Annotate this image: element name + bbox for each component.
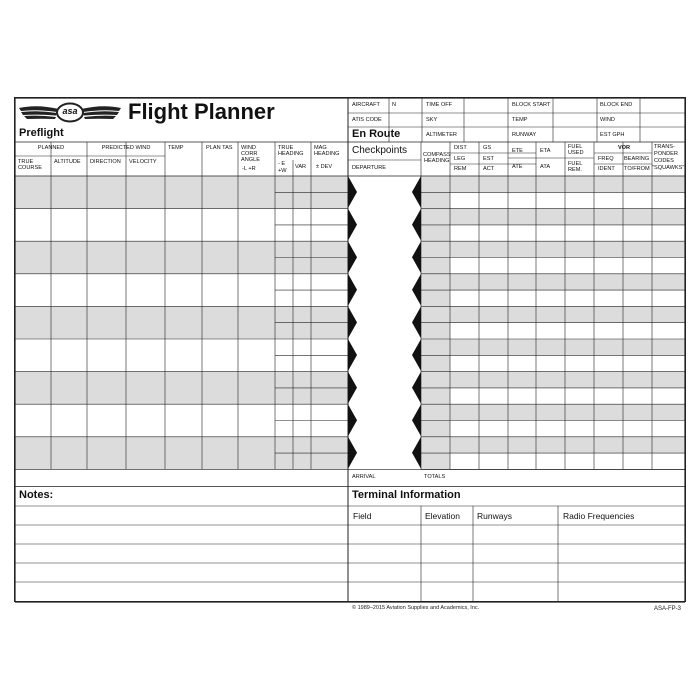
enroute-shaded-row [450,176,685,192]
terminal-info-heading: Terminal Information [352,489,461,501]
block-end-label: BLOCK END [600,102,633,108]
fuel-used-header-1: FUEL [568,144,583,150]
ete-header: ETE [512,148,523,154]
runways-header: Runways [477,511,512,521]
enroute-shaded-row [450,404,685,420]
page-title: Flight Planner [128,99,275,124]
direction-header: DIRECTION [90,159,121,165]
gs-est-header: EST [483,156,494,162]
arrival-label: ARRIVAL [352,474,376,480]
enroute-shaded-row [450,339,685,355]
enroute-shaded-row [450,241,685,257]
est-gph-label: EST GPH [600,132,625,138]
mag-heading-header-1: MAG [314,145,327,151]
dev-header: ± DEV [316,164,333,170]
compass-heading-header-2: HEADING [424,158,450,164]
wind-corr-header-3: ANGLE [241,157,260,163]
checkpoint-arrow-right [412,306,421,338]
n-number-label: N [392,102,397,108]
plan-tas-header: PLAN TAS [206,145,233,151]
runway-label: RUNWAY [512,132,537,138]
true-heading-header-2: HEADING [278,151,304,157]
predicted-wind-header: PREDICTED WIND [101,145,151,151]
elevation-header: Elevation [425,511,460,521]
enroute-heading: En Route [352,128,401,140]
checkpoint-arrow-left [348,274,357,306]
gs-act-header: ACT [483,166,495,172]
enroute-shaded-row [450,437,685,453]
temp-header: TEMP [168,145,184,151]
radio-frequencies-header: Radio Frequencies [563,511,635,521]
notes-heading: Notes: [19,489,54,501]
totals-label: TOTALS [424,474,446,480]
transponder-header-3: CODES [654,158,674,164]
dist-header: DIST [454,145,467,151]
enroute-shaded-row [450,372,685,388]
fuel-used-header-2: USED [568,150,584,156]
mag-heading-header-2: HEADING [314,151,340,157]
eta-header: ETA [540,148,551,154]
checkpoint-arrow-right [412,404,421,436]
checkpoint-arrow-left [348,306,357,338]
fuel-rem-header-2: REM. [568,167,582,173]
fuel-rem-header-1: FUEL [568,161,583,167]
compass-heading-header-1: COMPASS [423,152,451,158]
var-sign-header-2: +W [278,168,287,174]
checkpoint-arrow-left [348,209,357,241]
transponder-header-4: "SQUAWKS" [652,165,685,171]
freq-header: FREQ [598,156,614,162]
time-off-label: TIME OFF [426,102,453,108]
atis-code-label: ATIS CODE [352,117,382,123]
altitude-header: ALTITUDE [54,159,81,165]
temp-label: TEMP [512,117,528,123]
checkpoint-arrow-right [412,176,421,208]
var-header: VAR [295,164,307,170]
aircraft-label: AIRCRAFT [352,102,380,108]
copyright-notice: © 1989–2015 Aviation Supplies and Academics, Inc. [352,605,480,611]
checkpoint-arrow-left [348,176,357,208]
checkpoint-arrow-left [348,404,357,436]
transponder-header-2: PONDER [654,151,678,157]
to-from-header: TO/FROM [624,166,650,172]
wind-corr-header-2: CORR [241,151,258,157]
checkpoint-arrow-left [348,241,357,273]
logo-text: asa [62,106,78,116]
block-start-label: BLOCK START [512,102,551,108]
true-course-header-2: COURSE [18,165,42,171]
velocity-header: VELOCITY [129,159,157,165]
wind-label: WIND [600,117,615,123]
leg-header: LEG [454,156,466,162]
ident-header: IDENT [598,166,615,172]
ata-header: ATA [540,164,551,170]
true-heading-header-1: TRUE [278,145,294,151]
checkpoint-arrow-right [412,209,421,241]
transponder-header-1: TRANS- [654,144,675,150]
checkpoint-arrow-right [412,339,421,371]
ate-header: ATE [512,164,523,170]
checkpoint-arrow-right [412,372,421,404]
sky-label: SKY [426,117,438,123]
rem-header: REM [454,166,467,172]
enroute-shaded-row [450,274,685,290]
planned-header: PLANNED [37,145,65,151]
vor-header: VOR [617,145,631,151]
checkpoint-arrow-left [348,437,357,469]
enroute-shaded-row [450,306,685,322]
departure-label: DEPARTURE [352,165,386,171]
bearing-header: BEARING [624,156,650,162]
field-header: Field [353,511,372,521]
form-id: ASA-FP-3 [654,606,682,612]
checkpoint-arrow-right [412,241,421,273]
true-course-header-1: TRUE [18,159,34,165]
enroute-shaded-row [450,209,685,225]
altimeter-label: ALTIMETER [426,132,457,138]
checkpoint-arrow-right [412,274,421,306]
wind-corr-header-4: -L +R [242,166,256,172]
var-sign-header-1: - E [278,161,286,167]
checkpoints-header: Checkpoints [352,145,408,156]
gs-header: GS [483,145,492,151]
checkpoint-arrow-left [348,372,357,404]
preflight-heading: Preflight [19,127,64,139]
wind-corr-header-1: WIND [241,145,256,151]
checkpoint-arrow-left [348,339,357,371]
checkpoint-arrow-right [412,437,421,469]
